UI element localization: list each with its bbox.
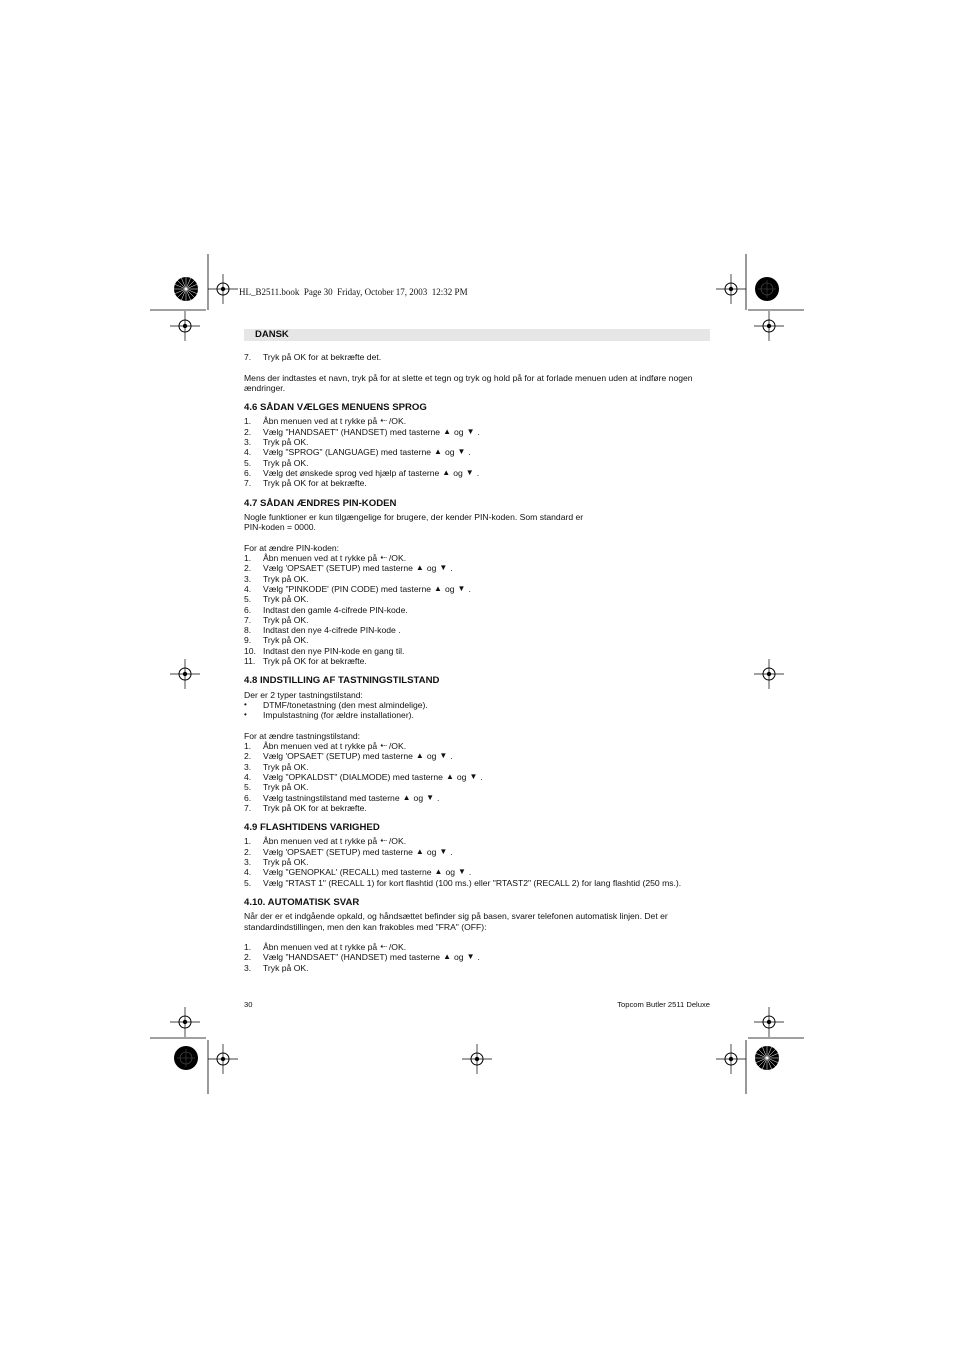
up-arrow-icon: ▲ (442, 467, 451, 477)
list-item: 5. Tryk på OK. (244, 782, 309, 793)
list-item: 1. Åbn menuen ved at t rykke på ⇠ /OK. (244, 553, 407, 564)
up-arrow-icon: ▲ (415, 846, 424, 856)
down-arrow-icon: ▼ (466, 952, 475, 962)
down-arrow-icon: ▼ (458, 867, 466, 877)
list-item: 6. Vælg tastningstilstand med tasterne ▲ og ▼ . (244, 792, 440, 803)
menu-key-icon: ⇠ (380, 741, 387, 751)
section-heading: 4.10. AUTOMATISK SVAR (244, 896, 360, 908)
body-text: Nogle funktioner er kun tilgængelige for brugere, der kender PIN-koden. Som standard er (244, 511, 584, 522)
body-text: PIN-koden = 0000. (244, 522, 316, 533)
body-text: For at ændre tastningstilstand: (244, 730, 361, 741)
up-arrow-icon: ▲ (434, 867, 443, 877)
up-arrow-icon: ▲ (415, 563, 424, 573)
list-item: 3. Tryk på OK. (244, 437, 309, 448)
list-item: 2. Vælg 'OPSAET' (SETUP) med tasterne ▲ og ▼ . (244, 563, 453, 574)
list-item: 1. Åbn menuen ved at t rykke på ⇠ /OK. (244, 416, 407, 427)
list-item: 4. Vælg "PINKODE' (PIN CODE) med tasterne ▲ og ▼ . (244, 583, 471, 594)
list-item: 4. Vælg "SPROG" (LANGUAGE) med tasterne ▲ og ▼ . (244, 447, 471, 458)
section-heading: 4.9 FLASHTIDENS VARIGHED (244, 822, 380, 834)
list-item: 4. Vælg "OPKALDST" (DIALMODE) med tasterne ▲ og ▼ . (244, 771, 483, 782)
list-item: 2. Vælg 'OPSAET' (SETUP) med tasterne ▲ og ▼ . (244, 751, 453, 762)
down-arrow-icon: ▼ (439, 563, 448, 573)
list-item: 3. Tryk på OK. (244, 573, 309, 584)
down-arrow-icon: ▼ (457, 583, 466, 593)
list-item: 6. Indtast den gamle 4-cifrede PIN-kode. (244, 604, 408, 615)
up-arrow-icon: ▲ (445, 771, 454, 781)
list-item: 2. Vælg 'OPSAET' (SETUP) med tasterne ▲ og ▼ . (244, 846, 453, 857)
list-item: 5. Tryk på OK. (244, 594, 309, 605)
list-item: 7. Tryk på OK for at bekræfte. (244, 802, 367, 813)
list-item: 7. Tryk på OK for at bekræfte det. (244, 352, 382, 362)
up-arrow-icon: ▲ (415, 751, 424, 761)
body-text: Der er 2 typer tastningstilstand: (244, 689, 363, 700)
list-item: 3. Tryk på OK. (244, 962, 309, 973)
list-item: 8. Indtast den nye 4-cifrede PIN-kode . (244, 625, 401, 636)
menu-key-icon: ⇠ (380, 836, 387, 846)
down-arrow-icon: ▼ (439, 846, 448, 856)
body-text: standardindstillingen, men den kan frakobles med "FRA" (OFF): (244, 921, 487, 932)
up-arrow-icon: ▲ (434, 447, 442, 457)
section-heading: 4.8 INDSTILLING AF TASTNINGSTILSTAND (244, 675, 440, 687)
list-item: 9. Tryk på OK. (244, 635, 309, 646)
list-item: 3. Tryk på OK. (244, 761, 309, 772)
note-paragraph: Mens der indtastes et navn, tryk på for at slette et tegn og tryk og hold på for at forlade menuen uden at indføre nogen ændringer. (244, 372, 693, 393)
down-arrow-icon: ▼ (465, 467, 474, 477)
body-text: For at ændre PIN-koden: (244, 542, 340, 553)
down-arrow-icon: ▼ (469, 771, 478, 781)
list-item: 1. Åbn menuen ved at t rykke på ⇠ /OK. (244, 741, 407, 752)
menu-key-icon: ⇠ (380, 416, 387, 426)
page-content (244, 329, 710, 973)
list-item: 2. Vælg "HANDSAET" (HANDSET) med tasterne ▲ og ▼ . (244, 952, 480, 963)
down-arrow-icon: ▼ (466, 426, 475, 436)
menu-key-icon: ⇠ (380, 553, 387, 563)
body-text: Når der er et indgående opkald, og håndsættet befinder sig på basen, svarer telefonen automatisk linjen. Det er (244, 911, 668, 922)
menu-key-icon: ⇠ (380, 942, 387, 952)
product-name: Topcom Butler 2511 Deluxe (617, 1000, 710, 1009)
section-heading: 4.6 SÅDAN VÆLGES MENUENS SPROG (244, 402, 427, 414)
up-arrow-icon: ▲ (443, 426, 451, 436)
list-item: 4. Vælg "GENOPKAL' (RECALL) med tasterne ▲ og ▼ . (244, 867, 472, 878)
list-item: 7. Tryk på OK for at bekræfte. (244, 478, 367, 489)
list-item: 6. Vælg det ønskede sprog ved hjælp af tasterne ▲ og ▼ . (244, 467, 480, 478)
list-item: 5. Tryk på OK. (244, 457, 309, 468)
language-bar: DANSK (244, 329, 710, 341)
list-item: 11. Tryk på OK for at bekræfte. (244, 656, 367, 667)
bullet-item: • Impulstastning (for ældre installationer). (244, 710, 414, 721)
list-item: 5. Vælg "RTAST 1" (RECALL 1) for kort flashtid (100 ms.) eller "RTAST2" (RECALL 2) for lang flashtid (250 ms.). (244, 877, 682, 888)
list-item: 3. Tryk på OK. (244, 857, 309, 868)
bullet-item: • DTMF/tonetastning (den mest almindelige). (244, 699, 428, 710)
list-item: 1. Åbn menuen ved at t rykke på ⇠ /OK. (244, 836, 407, 847)
print-header: HL_B2511.book Page 30 Friday, October 17, 2003 12:32 PM (239, 287, 468, 297)
down-arrow-icon: ▼ (457, 447, 466, 457)
up-arrow-icon: ▲ (443, 952, 451, 962)
down-arrow-icon: ▼ (426, 792, 435, 802)
page-number: 30 (244, 1000, 253, 1009)
down-arrow-icon: ▼ (439, 751, 448, 761)
list-item: 2. Vælg "HANDSAET" (HANDSET) med tasterne ▲ og ▼ . (244, 426, 480, 437)
up-arrow-icon: ▲ (402, 792, 411, 802)
section-heading: 4.7 SÅDAN ÆNDRES PIN-KODEN (244, 497, 397, 509)
up-arrow-icon: ▲ (434, 583, 442, 593)
list-item: 7. Tryk på OK. (244, 614, 309, 625)
list-item: 10. Indtast den nye PIN-kode en gang til. (244, 645, 405, 656)
list-item: 1. Åbn menuen ved at t rykke på ⇠ /OK. (244, 942, 407, 953)
